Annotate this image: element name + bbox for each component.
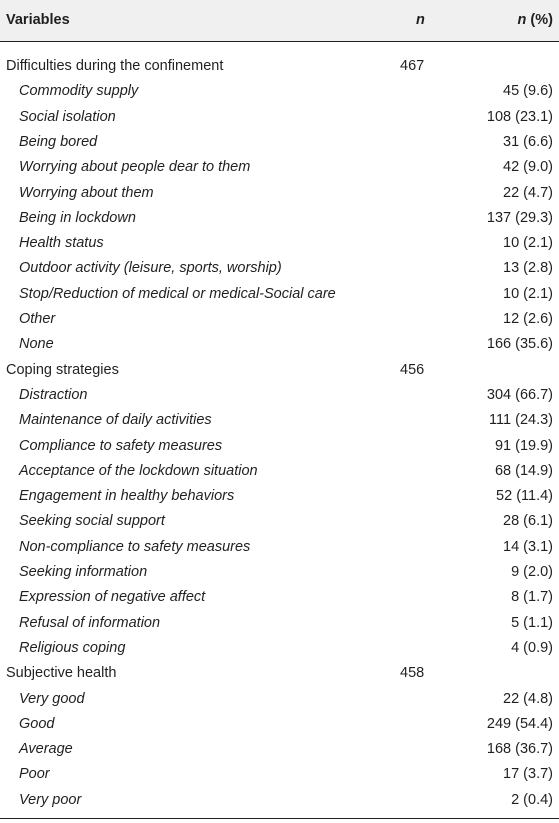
category-row bbox=[0, 358, 559, 383]
row-n-pct: 10 (2.1) bbox=[503, 285, 553, 302]
row-n-pct: 304 (66.7) bbox=[486, 386, 553, 403]
row-label: Poor bbox=[19, 766, 50, 783]
category-n: 456 bbox=[400, 361, 425, 378]
row-label: Commodity supply bbox=[19, 83, 139, 100]
table-row bbox=[0, 307, 559, 332]
row-label: Worrying about people dear to them bbox=[19, 159, 251, 176]
row-n-pct: 4 (0.9) bbox=[511, 639, 553, 656]
category-label: Difficulties during the confinement bbox=[6, 58, 224, 74]
row-n-pct: 2 (0.4) bbox=[511, 791, 553, 808]
row-label: Stop/Reduction of medical or medical-Social care bbox=[19, 285, 336, 302]
row-label: Compliance to safety measures bbox=[19, 437, 223, 454]
row-label: Outdoor activity (leisure, sports, worship) bbox=[19, 260, 282, 277]
row-label: Very poor bbox=[19, 791, 82, 808]
row-label: Maintenance of daily activities bbox=[19, 412, 212, 429]
row-n-pct: 10 (2.1) bbox=[503, 235, 553, 252]
row-label: Acceptance of the lockdown situation bbox=[19, 462, 258, 479]
table-row bbox=[0, 282, 559, 307]
row-label: None bbox=[19, 336, 54, 353]
row-label: Seeking information bbox=[19, 564, 148, 580]
table-row bbox=[0, 459, 559, 484]
row-n-pct: 108 (23.1) bbox=[486, 108, 553, 125]
row-label: Average bbox=[19, 741, 73, 758]
row-n-pct: 91 (19.9) bbox=[494, 437, 553, 454]
table-row bbox=[0, 105, 559, 130]
table-row bbox=[0, 434, 559, 459]
row-label: Engagement in healthy behaviors bbox=[19, 488, 235, 505]
table-row bbox=[0, 712, 559, 737]
table-header bbox=[0, 0, 559, 41]
row-label: Health status bbox=[19, 235, 104, 252]
table-row bbox=[0, 79, 559, 104]
row-label: Refusal of information bbox=[19, 614, 161, 631]
row-label: Social isolation bbox=[19, 108, 116, 125]
row-label: Being in lockdown bbox=[19, 209, 136, 226]
row-n-pct: 166 (35.6) bbox=[486, 336, 553, 353]
row-n-pct: 137 (29.3) bbox=[486, 209, 553, 226]
table-bottom-rule bbox=[0, 818, 559, 819]
row-label: Religious coping bbox=[19, 639, 126, 656]
row-n-pct: 13 (2.8) bbox=[503, 260, 553, 277]
row-n-pct: 42 (9.0) bbox=[503, 159, 553, 176]
table-row bbox=[0, 155, 559, 180]
row-n-pct: 5 (1.1) bbox=[511, 614, 553, 631]
row-label: Good bbox=[19, 715, 55, 732]
table-row bbox=[0, 737, 559, 762]
category-n: 467 bbox=[400, 58, 425, 74]
row-n-pct: 17 (3.7) bbox=[503, 766, 553, 783]
row-n-pct: 111 (24.3) bbox=[489, 412, 553, 429]
table-row bbox=[0, 636, 559, 661]
table-row bbox=[0, 788, 559, 813]
table-row bbox=[0, 535, 559, 560]
header-variables: Variables bbox=[6, 12, 70, 28]
row-n-pct: 52 (11.4) bbox=[496, 488, 553, 505]
table-row bbox=[0, 206, 559, 231]
category-n: 458 bbox=[400, 665, 425, 682]
row-label: Other bbox=[19, 311, 56, 327]
row-label: Seeking social support bbox=[19, 513, 165, 530]
row-n-pct: 249 (54.4) bbox=[486, 715, 553, 732]
row-n-pct: 9 (2.0) bbox=[511, 564, 553, 580]
header-bottom-rule bbox=[0, 41, 559, 42]
table-row bbox=[0, 181, 559, 206]
table-row bbox=[0, 560, 559, 585]
row-label: Very good bbox=[19, 690, 85, 707]
row-n-pct: 68 (14.9) bbox=[494, 462, 553, 479]
table-row bbox=[0, 509, 559, 534]
table-row bbox=[0, 408, 559, 433]
category-label: Coping strategies bbox=[6, 361, 119, 378]
row-label: Distraction bbox=[19, 386, 88, 403]
row-label: Being bored bbox=[19, 133, 98, 150]
table-row bbox=[0, 687, 559, 712]
row-label: Worrying about them bbox=[19, 184, 154, 201]
row-n-pct: 8 (1.7) bbox=[511, 589, 553, 606]
row-n-pct: 22 (4.8) bbox=[503, 690, 553, 707]
table-row bbox=[0, 332, 559, 357]
category-row bbox=[0, 661, 559, 686]
row-n-pct: 28 (6.1) bbox=[503, 513, 553, 530]
table-row bbox=[0, 585, 559, 610]
row-n-pct: 14 (3.1) bbox=[503, 538, 553, 555]
category-label: Subjective health bbox=[6, 665, 117, 682]
row-n-pct: 168 (36.7) bbox=[486, 741, 553, 758]
table-row bbox=[0, 611, 559, 636]
table-row bbox=[0, 231, 559, 256]
row-n-pct: 31 (6.6) bbox=[503, 133, 553, 150]
row-n-pct: 22 (4.7) bbox=[503, 184, 553, 201]
table-row bbox=[0, 484, 559, 509]
table-row bbox=[0, 762, 559, 787]
row-label: Expression of negative affect bbox=[19, 589, 206, 606]
row-n-pct: 45 (9.6) bbox=[503, 83, 553, 100]
category-row bbox=[0, 54, 559, 79]
table-row bbox=[0, 383, 559, 408]
row-label: Non-compliance to safety measures bbox=[19, 538, 251, 555]
header-n: n bbox=[416, 12, 425, 28]
table-row bbox=[0, 130, 559, 155]
row-n-pct: 12 (2.6) bbox=[503, 311, 553, 327]
header-n-pct: n (%) bbox=[517, 12, 553, 28]
table-row bbox=[0, 256, 559, 281]
